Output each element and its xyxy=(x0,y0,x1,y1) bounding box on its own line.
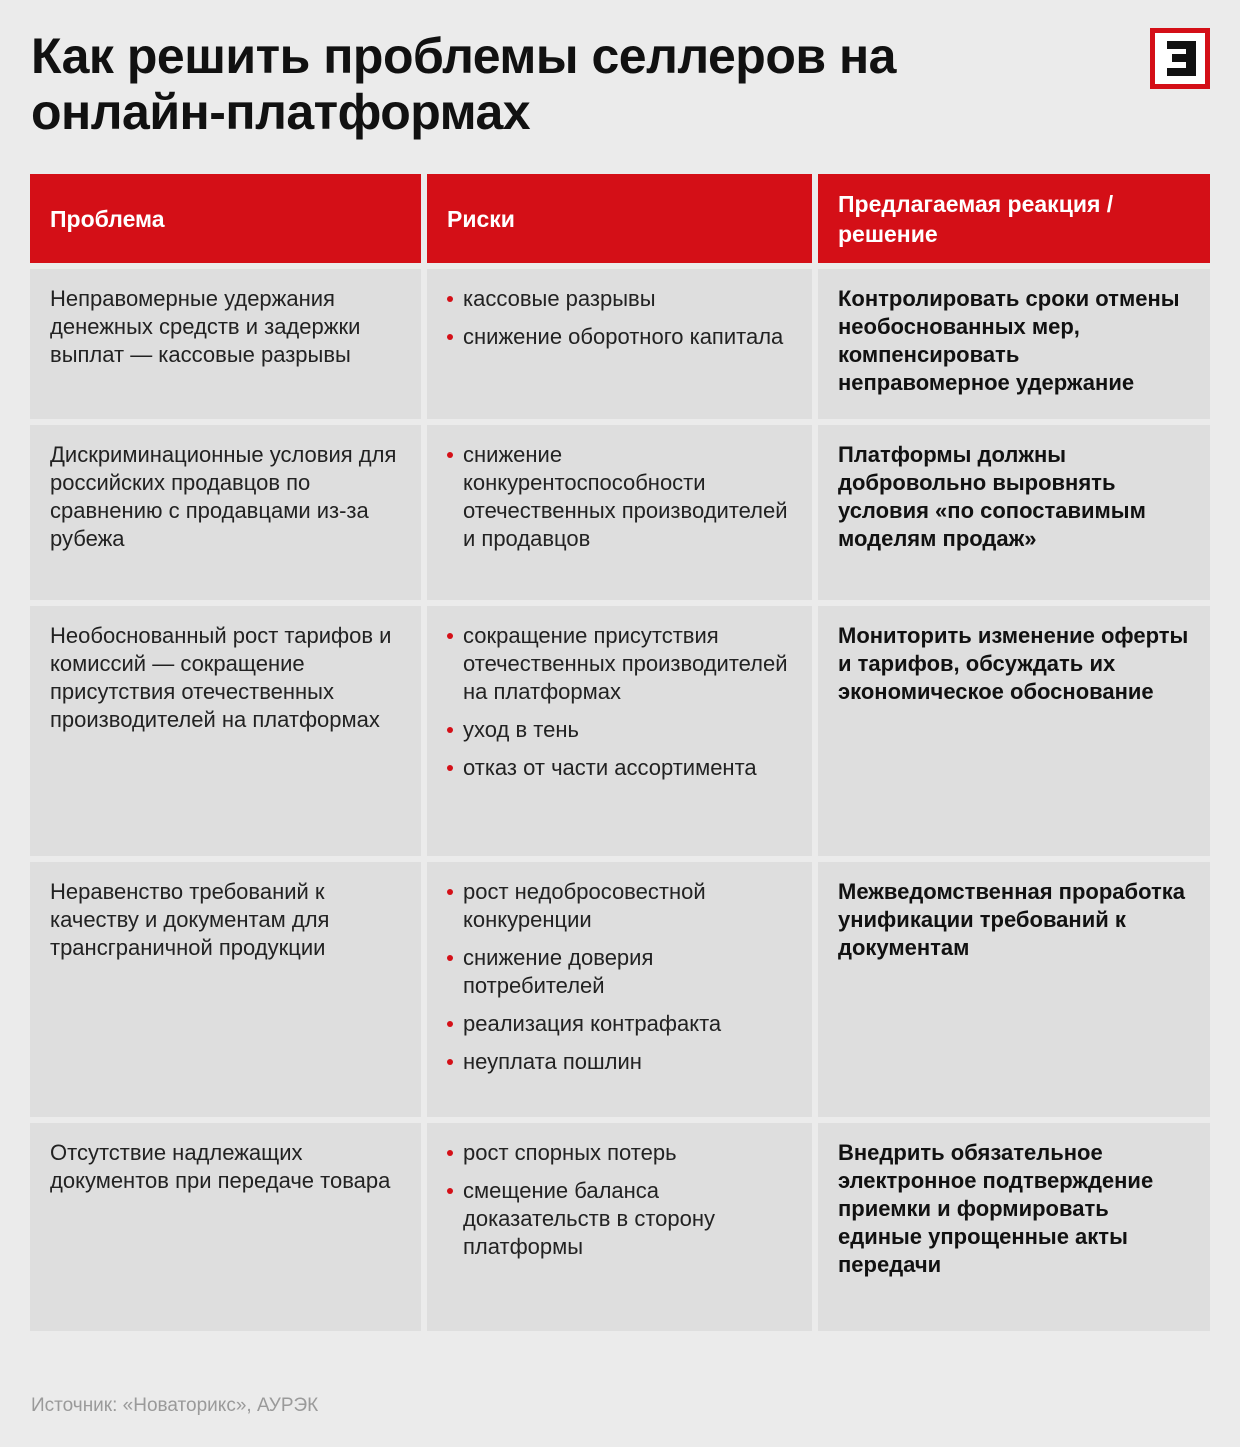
risk-item xyxy=(443,754,792,782)
problem-cell: Неравенство требований к качеству и документам для трансграничной продукции xyxy=(30,862,421,1117)
problem-cell: Неправомерные удержания денежных средств и задержки выплат — кассовые разрывы xyxy=(30,269,421,419)
risks-cell xyxy=(427,606,812,856)
risk-text: кассовые разрывы xyxy=(463,286,656,311)
risk-text: рост спорных потерь xyxy=(463,1140,677,1165)
risk-item xyxy=(443,1177,792,1261)
bullet-icon xyxy=(447,889,453,895)
risk-text: рост недобросовестной конкуренции xyxy=(463,879,706,932)
risk-text: снижение оборотного капитала xyxy=(463,324,784,349)
solutions-table xyxy=(30,174,1210,1331)
bullet-icon xyxy=(447,1150,453,1156)
risk-item xyxy=(443,441,792,553)
bullet-icon xyxy=(447,334,453,340)
e-logo-icon xyxy=(1150,28,1210,89)
risks-cell xyxy=(427,269,812,419)
page-title: Как решить проблемы селлеров на онлайн-платформах xyxy=(31,28,896,140)
header-risks: Риски xyxy=(427,174,812,263)
bullet-icon xyxy=(447,633,453,639)
risk-item xyxy=(443,1139,792,1167)
risk-item xyxy=(443,622,792,706)
bullet-icon xyxy=(447,452,453,458)
risks-cell xyxy=(427,1123,812,1331)
problem-cell: Дискриминационные условия для российских продавцов по сравнению с продавцами из-за рубежа xyxy=(30,425,421,600)
risk-text: снижение доверия потребителей xyxy=(463,945,654,998)
bullet-icon xyxy=(447,765,453,771)
risk-text: отказ от части ассортимента xyxy=(463,755,757,780)
risk-item xyxy=(443,716,792,744)
bullet-icon xyxy=(447,727,453,733)
problem-cell: Необоснованный рост тарифов и комиссий — сокращение присутствия отечественных производителей на платформах xyxy=(30,606,421,856)
header-problem: Проблема xyxy=(30,174,421,263)
header-solution: Предлагаемая реакция / решение xyxy=(818,174,1210,263)
risk-text: уход в тень xyxy=(463,717,579,742)
risk-item xyxy=(443,944,792,1000)
risk-item xyxy=(443,1048,792,1076)
bullet-icon xyxy=(447,1188,453,1194)
solution-cell: Внедрить обязательное электронное подтверждение приемки и формировать единые упрощенные акты передачи xyxy=(818,1123,1210,1331)
risk-item xyxy=(443,1010,792,1038)
risk-item xyxy=(443,323,792,351)
bullet-icon xyxy=(447,1059,453,1065)
solution-cell: Платформы должны добровольно выровнять условия «по сопоставимым моделям продаж» xyxy=(818,425,1210,600)
risk-text: неуплата пошлин xyxy=(463,1049,642,1074)
bullet-icon xyxy=(447,955,453,961)
problem-cell: Отсутствие надлежащих документов при передаче товара xyxy=(30,1123,421,1331)
risks-cell xyxy=(427,862,812,1117)
source-note: Источник: «Новаторикс», АУРЭК xyxy=(31,1395,319,1416)
risk-text: смещение баланса доказательств в сторону платформы xyxy=(463,1178,716,1259)
solution-cell: Контролировать сроки отмены необоснованных мер, компенсировать неправомерное удержание xyxy=(818,269,1210,419)
risk-text: снижение конкурентоспособности отечественных производителей и продавцов xyxy=(463,442,788,551)
risk-item xyxy=(443,878,792,934)
risk-text: реализация контрафакта xyxy=(463,1011,722,1036)
risks-cell xyxy=(427,425,812,600)
bullet-icon xyxy=(447,1021,453,1027)
bullet-icon xyxy=(447,296,453,302)
solution-cell: Мониторить изменение оферты и тарифов, обсуждать их экономическое обоснование xyxy=(818,606,1210,856)
solution-cell: Межведомственная проработка унификации требований к документам xyxy=(818,862,1210,1117)
risk-item xyxy=(443,285,792,313)
risk-text: сокращение присутствия отечественных производителей на платформах xyxy=(463,623,788,704)
